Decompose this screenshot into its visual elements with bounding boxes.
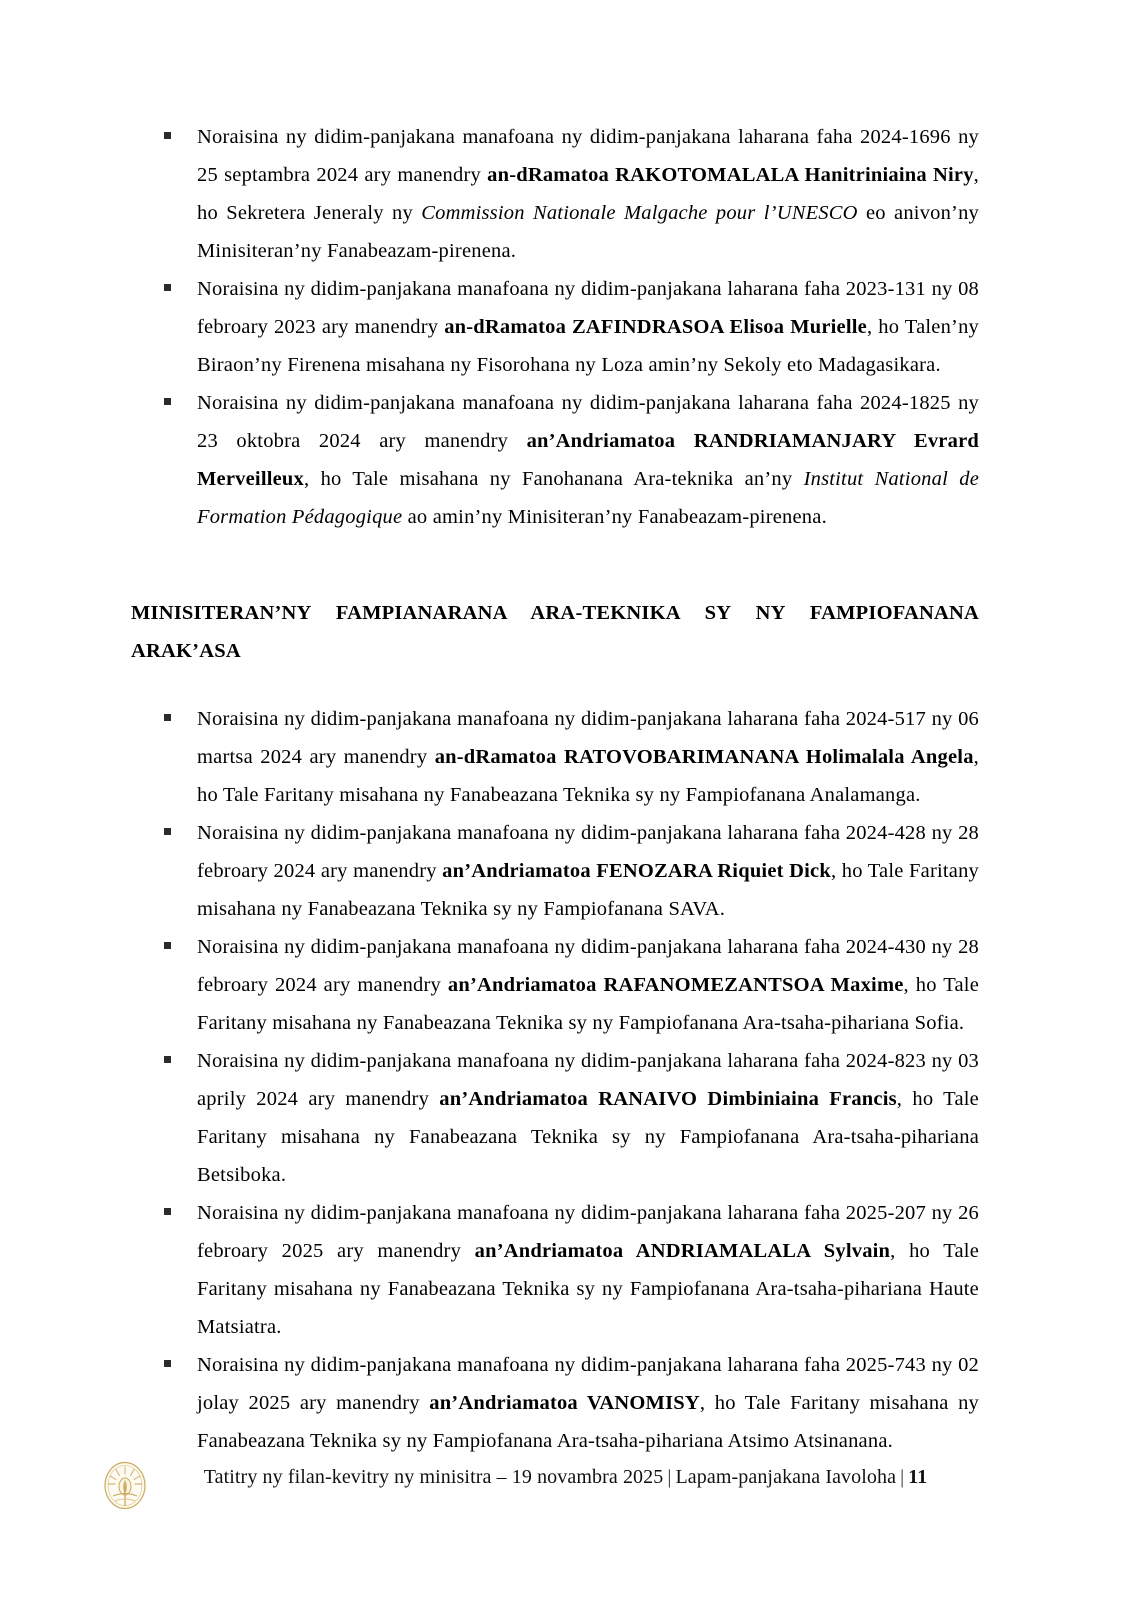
appointee-name: an-dRamatoa RAKOTOMALALA Hanitriniaina Niry	[487, 164, 974, 186]
text-mid: , ho Tale Faritany misahana ny Fanabeazana Teknika sy ny Fampiofanana Ara-tsaha-pihariana Atsimo Atsinanana.	[197, 1392, 979, 1452]
footer-location: Lapam-panjakana Iavoloha	[675, 1466, 897, 1488]
spacer	[131, 670, 979, 700]
text-lead: Noraisina ny didim-panjakana manafoana ny didim-panjakana laharana faha 2023-131 ny 08 febroary 2023 ary manendry	[197, 278, 979, 338]
square-bullet-icon	[164, 1208, 171, 1215]
list-item	[131, 1194, 979, 1346]
footer-page-number: 11	[908, 1466, 928, 1488]
appointee-name: an’Andriamatoa ANDRIAMALALA Sylvain	[474, 1240, 891, 1262]
bullet-list-technical-education	[131, 700, 979, 1460]
section-heading-technical-education: MINISITERAN’NY FAMPIANARANA ARA-TEKNIKA SY NY FAMPIOFANANA ARAK’ASA	[131, 602, 979, 662]
square-bullet-icon	[164, 942, 171, 949]
list-item-text	[197, 1042, 979, 1194]
footer-caption	[0, 1466, 1131, 1489]
appointee-name: an’Andriamatoa RANAIVO Dimbiniaina Francis	[439, 1088, 897, 1110]
text-mid: , ho Tale Faritany misahana ny Fanabeazana Teknika sy ny Fampiofanana Ara-tsaha-pihariana Betsiboka.	[197, 1088, 979, 1186]
text-mid: , ho Talen’ny Biraon’ny Firenena misahana ny Fisorohana ny Loza amin’ny Sekoly eto Madagasikara.	[197, 316, 979, 376]
appointee-name: an’Andriamatoa RAFANOMEZANTSOA Maxime	[447, 974, 904, 996]
list-item-text	[197, 1346, 979, 1460]
text-lead: Noraisina ny didim-panjakana manafoana ny didim-panjakana laharana faha 2025-207 ny 26 febroary 2025 ary manendry	[197, 1202, 979, 1262]
text-lead: Noraisina ny didim-panjakana manafoana ny didim-panjakana laharana faha 2024-517 ny 06 martsa 2024 ary manendry	[197, 708, 979, 768]
list-item-text	[197, 1194, 979, 1346]
list-item	[131, 1042, 979, 1194]
list-item	[131, 928, 979, 1042]
page-footer	[0, 1452, 1131, 1532]
square-bullet-icon	[164, 828, 171, 835]
list-item-text	[197, 270, 979, 384]
list-item-text	[197, 814, 979, 928]
square-bullet-icon	[164, 284, 171, 291]
square-bullet-icon	[164, 1056, 171, 1063]
text-lead: Noraisina ny didim-panjakana manafoana ny didim-panjakana laharana faha 2024-428 ny 28 febroary 2024 ary manendry	[197, 822, 979, 882]
appointee-name: an-dRamatoa ZAFINDRASOA Elisoa Murielle	[444, 316, 867, 338]
square-bullet-icon	[164, 1360, 171, 1367]
appointee-name: an’Andriamatoa RANDRIAMANJARY Evrard Merveilleux	[197, 430, 979, 490]
square-bullet-icon	[164, 714, 171, 721]
list-item	[131, 384, 979, 536]
text-lead: Noraisina ny didim-panjakana manafoana ny didim-panjakana laharana faha 2025-743 ny 02 jolay 2025 ary manendry	[197, 1354, 979, 1414]
appointee-name: an’Andriamatoa VANOMISY	[429, 1392, 700, 1414]
text-tail: ao amin’ny Minisiteran’ny Fanabeazam-pirenena.	[402, 506, 827, 528]
text-tail: eo anivon’ny Minisiteran’ny Fanabeazam-pirenena.	[197, 202, 979, 262]
list-item	[131, 814, 979, 928]
page-content	[131, 118, 979, 1460]
text-lead: Noraisina ny didim-panjakana manafoana ny didim-panjakana laharana faha 2024-1696 ny 25 septambra 2024 ary manendry	[197, 126, 979, 186]
text-mid: , ho Tale misahana ny Fanohanana Ara-teknika an’ny	[304, 468, 804, 490]
list-item	[131, 1346, 979, 1460]
list-item	[131, 700, 979, 814]
text-lead: Noraisina ny didim-panjakana manafoana ny didim-panjakana laharana faha 2024-1825 ny 23 oktobra 2024 ary manendry	[197, 392, 979, 452]
spacer	[131, 536, 979, 594]
text-mid: , ho Tale Faritany misahana ny Fanabeazana Teknika sy ny Fampiofanana Analamanga.	[197, 746, 979, 806]
list-item-text	[197, 384, 979, 536]
bullet-list-education-continued	[131, 118, 979, 536]
list-item	[131, 118, 979, 270]
text-mid: , ho Sekretera Jeneraly ny	[197, 164, 979, 224]
institution-name-italic: Commission Nationale Malgache pour l’UNESCO	[421, 202, 858, 224]
footer-title: Tatitry ny filan-kevitry ny minisitra – 19 novambra 2025	[203, 1466, 664, 1488]
appointee-name: an-dRamatoa RATOVOBARIMANANA Holimalala Angela	[434, 746, 974, 768]
text-lead: Noraisina ny didim-panjakana manafoana ny didim-panjakana laharana faha 2024-823 ny 03 aprily 2024 ary manendry	[197, 1050, 979, 1110]
institution-name-italic: Institut National de Formation Pédagogique	[197, 468, 979, 528]
footer-separator-2: |	[900, 1466, 905, 1488]
list-item	[131, 270, 979, 384]
text-mid: , ho Tale Faritany misahana ny Fanabeazana Teknika sy ny Fampiofanana Ara-tsaha-pihariana Sofia.	[197, 974, 980, 1034]
text-mid: , ho Tale Faritany misahana ny Fanabeazana Teknika sy ny Fampiofanana Ara-tsaha-pihariana Haute Matsiatra.	[197, 1240, 980, 1338]
list-item-text	[197, 118, 979, 270]
square-bullet-icon	[164, 132, 171, 139]
list-item-text	[197, 928, 979, 1042]
appointee-name: an’Andriamatoa FENOZARA Riquiet Dick	[442, 860, 831, 882]
footer-separator-1: |	[667, 1466, 672, 1488]
text-lead: Noraisina ny didim-panjakana manafoana ny didim-panjakana laharana faha 2024-430 ny 28 febroary 2024 ary manendry	[197, 936, 979, 996]
text-mid: , ho Tale Faritany misahana ny Fanabeazana Teknika sy ny Fampiofanana SAVA.	[197, 860, 979, 920]
square-bullet-icon	[164, 398, 171, 405]
list-item-text	[197, 700, 979, 814]
